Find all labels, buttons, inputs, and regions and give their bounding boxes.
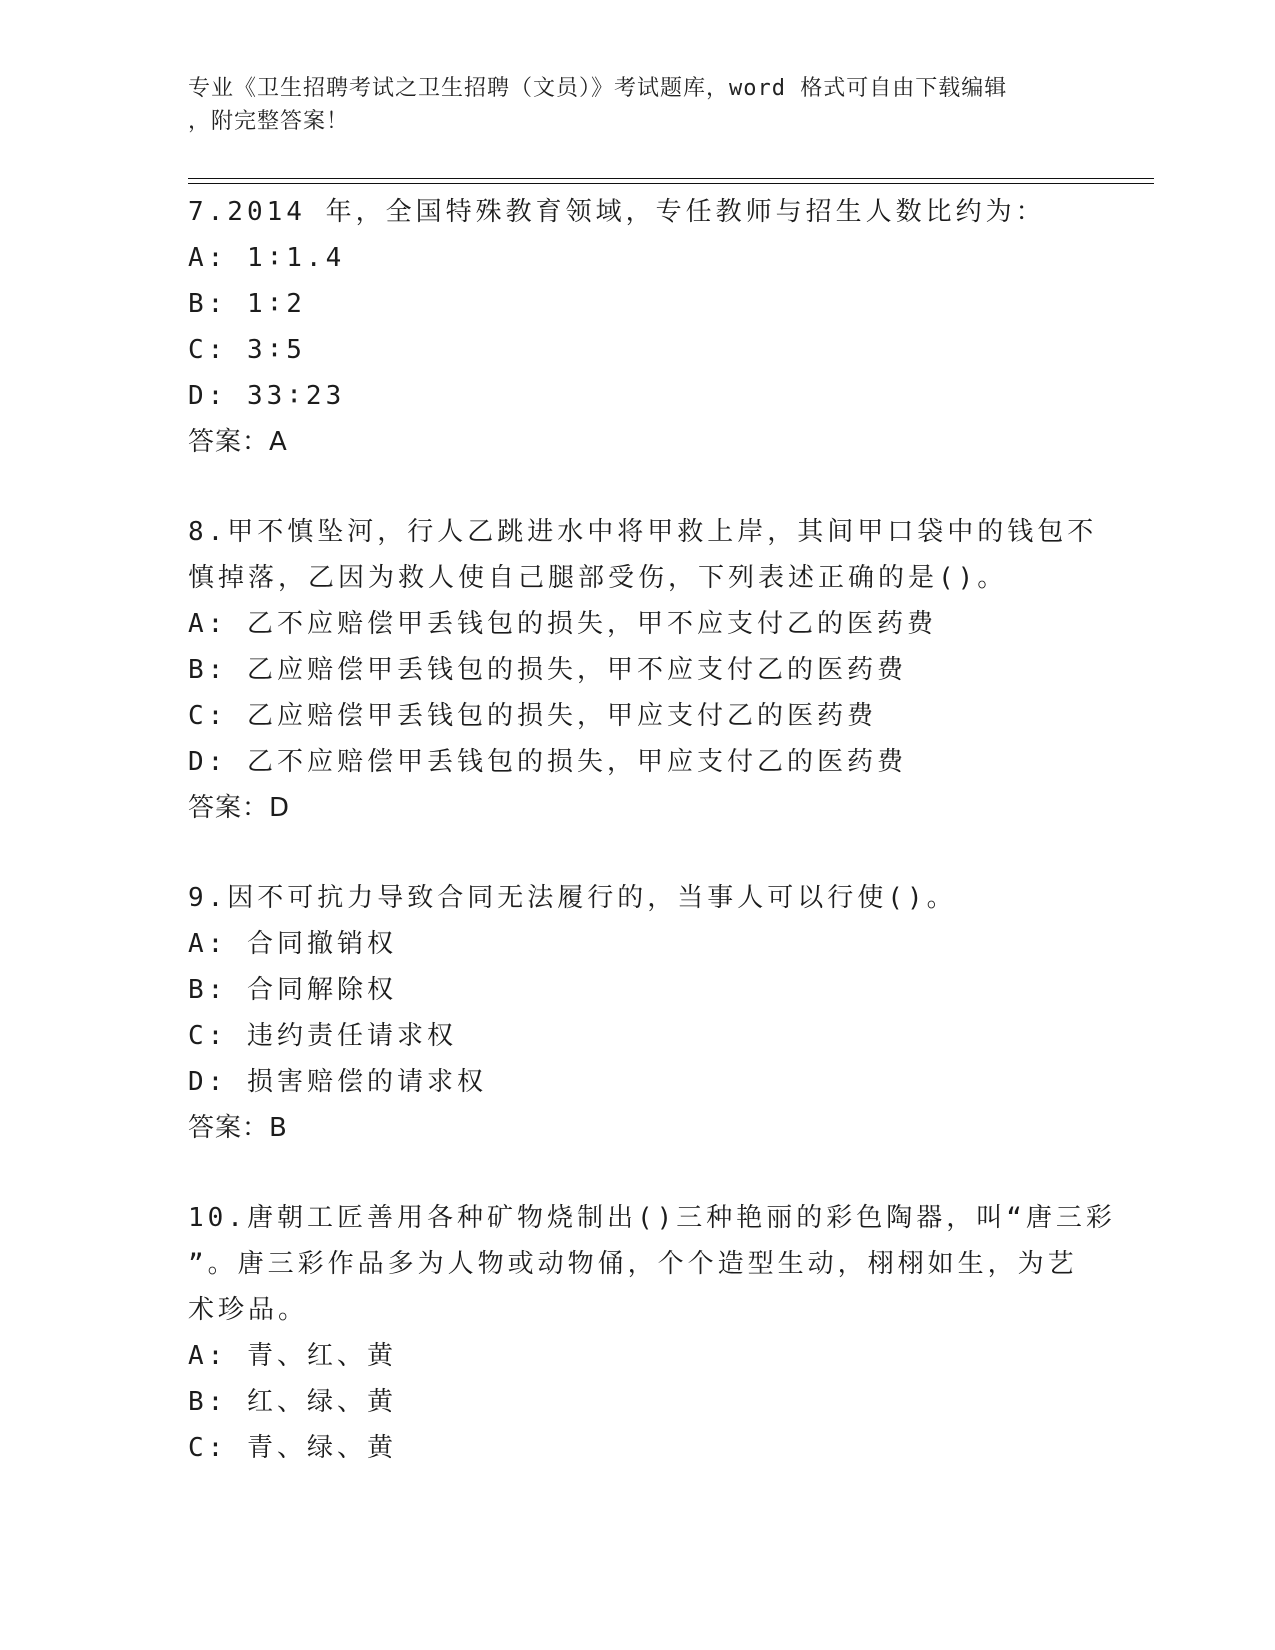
option-b: B: 1∶2 (188, 289, 306, 319)
question-stem: 7.2014 年，全国特殊教育领域，专任教师与招生人数比约为： (188, 197, 1046, 227)
option-a: A: 青、红、黄 (188, 1341, 397, 1371)
option-b: B: 合同解除权 (188, 975, 397, 1005)
header-divider-bottom (188, 183, 1154, 184)
option-a: A: 1∶1.4 (188, 243, 346, 273)
question-item (188, 1195, 1128, 1471)
answer-label: 答案：B (188, 1113, 288, 1143)
option-d: D: 损害赔偿的请求权 (188, 1067, 487, 1097)
option-d: D: 乙不应赔偿甲丢钱包的损失，甲应支付乙的医药费 (188, 747, 907, 777)
option-b: B: 乙应赔偿甲丢钱包的损失，甲不应支付乙的医药费 (188, 655, 907, 685)
question-list (188, 189, 1128, 1515)
option-c: C: 乙应赔偿甲丢钱包的损失，甲应支付乙的医药费 (188, 701, 877, 731)
question-stem: 10.唐朝工匠善用各种矿物烧制出()三种艳丽的彩色陶器，叫“唐三彩 (188, 1203, 1116, 1233)
option-a: A: 乙不应赔偿甲丢钱包的损失，甲不应支付乙的医药费 (188, 609, 937, 639)
option-b: B: 红、绿、黄 (188, 1387, 397, 1417)
answer-label: 答案：A (188, 427, 288, 457)
option-c: C: 违约责任请求权 (188, 1021, 457, 1051)
option-a: A: 合同撤销权 (188, 929, 397, 959)
document-header (188, 72, 1068, 138)
header-line-2: ，附完整答案！ (188, 109, 350, 134)
option-c: C: 青、绿、黄 (188, 1433, 397, 1463)
question-stem: 9.因不可抗力导致合同无法履行的，当事人可以行使()。 (188, 883, 957, 913)
question-item (188, 875, 1128, 1151)
question-stem: ”。唐三彩作品多为人物或动物俑，个个造型生动，栩栩如生，为艺 (188, 1249, 1078, 1279)
header-divider-top (188, 178, 1154, 179)
question-stem: 慎掉落，乙因为救人使自己腿部受伤，下列表述正确的是()。 (188, 563, 1008, 593)
question-stem: 8.甲不慎坠河，行人乙跳进水中将甲救上岸，其间甲口袋中的钱包不 (188, 517, 1098, 547)
question-stem: 术珍品。 (188, 1295, 309, 1325)
option-c: C: 3∶5 (188, 335, 306, 365)
answer-label: 答案：D (188, 793, 291, 823)
header-line-1: 专业《卫生招聘考试之卫生招聘（文员）》考试题库，word 格式可自由下载编辑 (188, 76, 1008, 101)
question-item (188, 509, 1128, 831)
question-item (188, 189, 1128, 465)
option-d: D: 33∶23 (188, 381, 346, 411)
